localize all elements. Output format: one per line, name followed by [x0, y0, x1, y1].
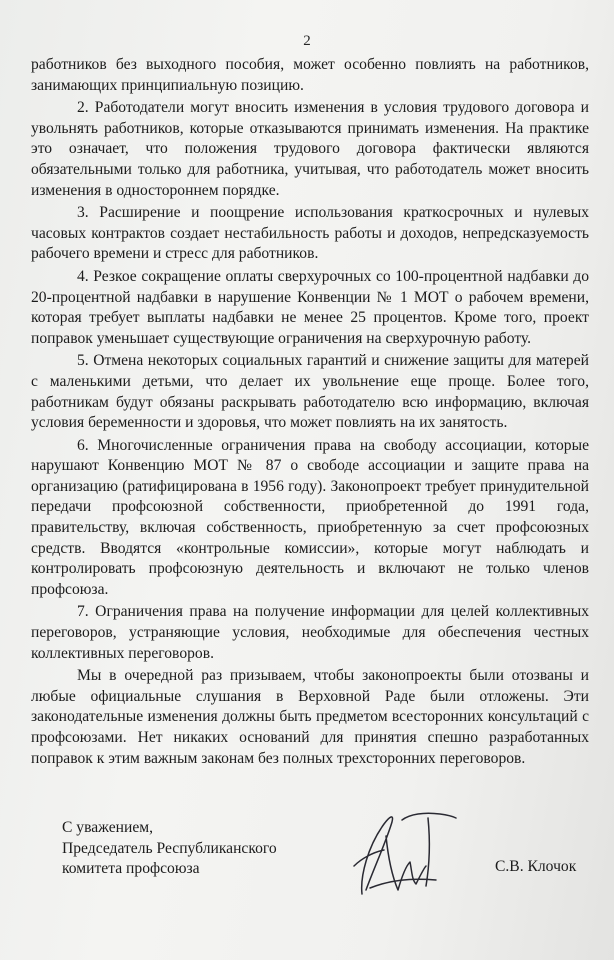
paragraph-item-4: 4. Резкое сокращение оплаты сверхурочных со 100-процентной надбавки до 20-процентной надбавки в нарушение Конвенции № 1 МОТ о рабочем времени, которая требует выплаты надбавки не менее 25 процентов. Кроме того, проект поправок уменьшает существующие ограничения на сверхурочную работу. [31, 267, 589, 347]
paragraph-item-7: 7. Ограничения права на получение информации для целей коллективных переговоров, устраняющие условия, необходимые для обеспечения честных коллективных переговоров. [31, 603, 589, 662]
paragraph-item-5: 5. Отмена некоторых социальных гарантий и снижение защиты для матерей с маленькими детьми, что делает их увольнение еще проще. Более того, работникам будут обязаны раскрывать работодателю всю информацию, включая условия беременности и здоровья, что может повлиять на их занятость. [31, 352, 589, 432]
letter-body [31, 55, 589, 771]
page-number: 2 [303, 33, 311, 49]
paragraph-continuation: работников без выходного пособия, может особенно повлиять на работников, занимающих принципиальную позицию. [31, 56, 589, 94]
signer-title-line-1: Председатель Республиканского [62, 839, 277, 857]
paragraph-item-2: 2. Работодатели могут вносить изменения в условия трудового договора и увольнять работников, которые отказываются принимать изменения. На практике это означает, что положения трудового договора фактически являются обязательными только для работника, учитывая, что работодатель может вносить изменения в одностороннем порядке. [31, 99, 589, 199]
paragraph-item-3: 3. Расширение и поощрение использования краткосрочных и нулевых часовых контрактов создает нестабильность работы и доходов, непредсказуемость рабочего времени и стресс для работников. [31, 204, 589, 263]
closing-block [62, 818, 277, 880]
closing-greeting: С уважением, [62, 819, 154, 836]
signer-title-line-2: комитета профсоюза [62, 860, 200, 877]
signer-name: С.В. Клочок [495, 858, 577, 875]
paragraph-item-6: 6. Многочисленные ограничения права на свободу ассоциации, которые нарушают Конвенцию МОТ № 87 о свободе ассоциации и защите права на организацию (ратифицирована в 1956 году). Законопроект требует принудительной передачи профсоюзной собственности, приобретенной до 1991 года, правительству, включая собственность, приобретенную за счет профсоюзных средств. Вводятся «контрольные комиссии», которые могут наблюдать и контролировать профсоюзную деятельность и включают не только членов профсоюза. [31, 436, 589, 598]
paragraph-appeal: Мы в очередной раз призываем, чтобы законопроекты были отозваны и любые официальные слушания в Верховной Раде были отложены. Эти законодательные изменения должны быть предметом всесторонних консультаций с профсоюзами. Нет никаких оснований для принятия спешно разработанных поправок к этим важным законам без полных трехсторонних переговоров. [31, 667, 589, 767]
handwritten-signature [340, 806, 470, 901]
